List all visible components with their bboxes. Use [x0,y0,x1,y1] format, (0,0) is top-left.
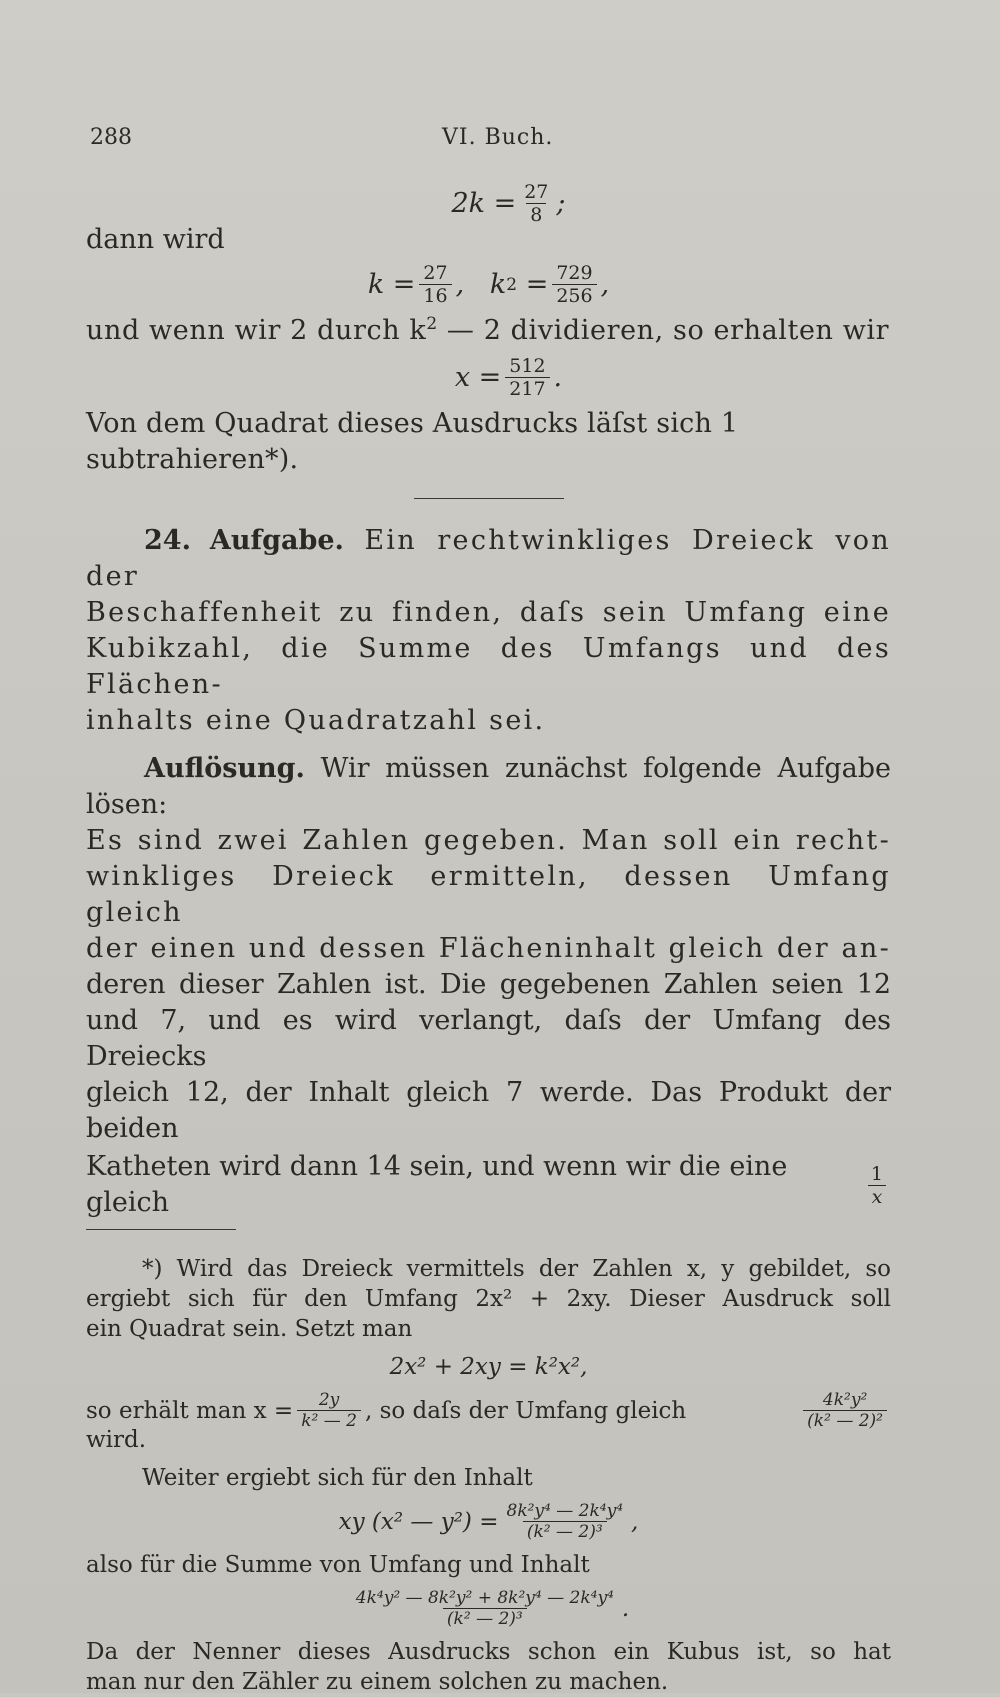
running-title: VI. Buch. [442,125,554,150]
fraction: $\frac{512}{217}$ [505,355,549,400]
aufloesung-line: der einen und dessen Flächeninhalt gleich der an- [86,933,891,964]
aufloesung-line: deren dieser Zahlen ist. Die gegebenen Zahlen seien 12 [86,969,891,1000]
aufloesung-line: winkliges Dreieck ermitteln, dessen Umfang gleich [86,861,891,928]
footnote-line: ergiebt sich für den Umfang 2x² + 2xy. Dieser Ausdruck soll [86,1286,891,1312]
equation-x: x = $\frac{512}{217}$ . [454,355,563,400]
aufgabe-line: Kubikzahl, die Summe des Umfangs und des Flächen- [86,633,891,700]
page-body [86,175,891,1697]
footnote-equation: xy (x² — y²) = $\frac{\text{8k²y⁴ — 2k⁴y⁴}}{\text{(k² — 2)³}}$ , [338,1501,639,1542]
aufgabe-line: 24. Aufgabe. Ein rechtwinkliges Dreieck von der [86,525,891,592]
footnote-line: wird. [86,1427,147,1453]
footnote-line: Weiter ergiebt sich für den Inhalt [142,1465,533,1491]
aufloesung-line: Auflösung. Wir müssen zunächst folgende Aufgabe lösen: [86,753,891,820]
aufgabe-line: inhalts eine Quadratzahl sei. [86,705,546,736]
section-divider [414,498,564,499]
footnote-equation: 2x² + 2xy = k²x², [389,1354,588,1380]
footnote-line: also für die Summe von Umfang und Inhalt [86,1552,590,1578]
page-number: 288 [90,125,132,150]
footnote-line: Da der Nenner dieses Ausdrucks schon ein Kubus ist, so hat [86,1639,891,1665]
text-line: und wenn wir 2 durch $k^2$ — 2 dividieren, so erhalten wir [86,314,890,346]
text-line: Von dem Quadrat dieses Ausdrucks läſst sich 1 subtrahieren*). [86,408,739,475]
fraction: $\frac{27}{8}$ [524,181,549,226]
fraction: $\frac{27}{16}$ [419,262,451,307]
aufloesung-label: Auflösung. [144,753,305,784]
footnote-line: man nur den Zähler zu einem solchen zu machen. [86,1669,669,1695]
footnote-divider [86,1229,236,1230]
aufloesung-line: gleich 12, der Inhalt gleich 7 werde. Das Produkt der beiden [86,1077,891,1144]
text-line: dann wird [86,224,225,255]
aufloesung-line: Katheten wird dann 14 sein, und wenn wir die eine gleich $\frac{1}{x}$ [86,1149,891,1221]
aufloesung-line: Es sind zwei Zahlen gegeben. Man soll ein recht- [86,825,891,856]
footnote-equation: $\frac{\text{4k⁴y² — 8k²y² + 8k²y⁴ — 2k⁴y⁴}}{\text{(k² — 2)³}}$ . [86,1588,891,1629]
fraction: $\frac{1}{x}$ [867,1163,887,1208]
aufgabe-label: 24. Aufgabe. [144,525,344,556]
fraction: $\frac{\text{8k²y⁴ — 2k⁴y⁴}}{\text{(k² — 2)³}}$ [506,1501,624,1542]
footnote [86,1254,891,1697]
fraction: $\frac{\text{4k⁴y² — 8k²y² + 8k²y⁴ — 2k⁴y⁴}}{\text{(k² — 2)³}}$ [355,1588,614,1629]
aufloesung-line: und 7, und es wird verlangt, daſs der Umfang des Dreiecks [86,1005,891,1072]
equation-k: k = $\frac{27}{16}$ , k 2 = $\frac{729}{256}$ , [367,262,610,307]
equation-2k: 2k = $\frac{27}{8}$ ; [451,181,566,226]
fraction: $\frac{729}{256}$ [552,262,596,307]
fraction: $\frac{\text{4k²y²}}{\text{(k² — 2)²}}$ [803,1390,887,1431]
footnote-line: ein Quadrat sein. Setzt man [86,1316,413,1342]
footnote-line: *) Wird das Dreieck vermittels der Zahlen x, y gebildet, so [142,1256,891,1282]
footnote-line: so erhält man x = $\frac{2y}{\text{k² — 2}}$ , so daſs der Umfang gleich $\frac{\text{4k²y²}}{\text{(k² — 2)²}}$ [86,1390,891,1431]
aufgabe-line: Beschaffenheit zu finden, daſs sein Umfang eine [86,597,891,628]
fraction: $\frac{2y}{\text{k² — 2}}$ [297,1390,361,1431]
